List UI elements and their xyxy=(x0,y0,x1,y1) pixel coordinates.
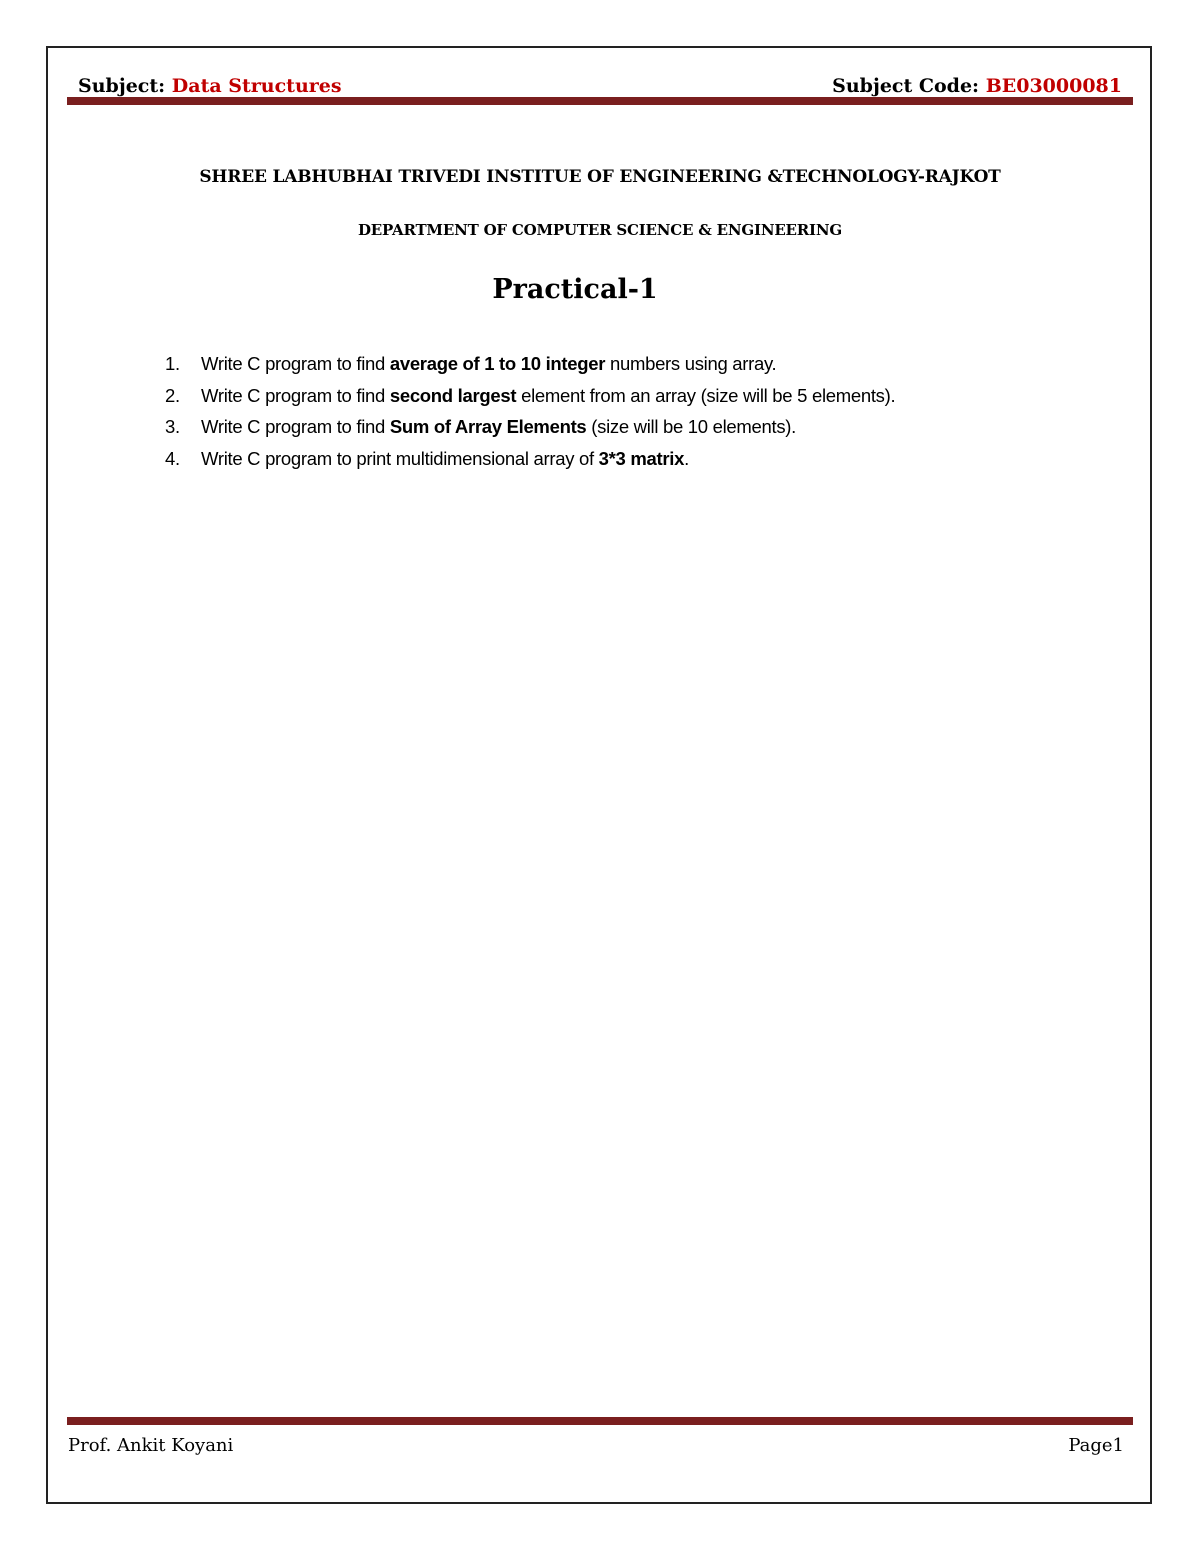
subject-code-value: BE03000081 xyxy=(985,75,1122,97)
subject-value: Data Structures xyxy=(171,75,342,97)
task-text-end: numbers using array. xyxy=(605,353,777,374)
subject-label: Subject: xyxy=(78,75,166,97)
task-number: 2. xyxy=(165,384,180,406)
page-footer xyxy=(68,1432,1132,1460)
page-number: 1 xyxy=(1112,1435,1124,1456)
task-text: Write C program to find xyxy=(201,416,390,437)
task-emphasis: Sum of Array Elements xyxy=(389,416,587,437)
page-indicator xyxy=(1068,1432,1124,1460)
subject-field xyxy=(78,72,342,100)
task-text-end: . xyxy=(684,447,689,469)
page-header xyxy=(68,72,1132,100)
footer-divider xyxy=(67,1417,1133,1425)
task-item xyxy=(165,443,895,475)
institute-name: SHREE LABHUBHAI TRIVEDI INSTITUE OF ENGINEERING &TECHNOLOGY-RAJKOT xyxy=(199,167,1001,187)
subject-code-label: Subject Code: xyxy=(832,75,980,97)
task-emphasis: second largest xyxy=(389,384,517,406)
task-item xyxy=(165,411,895,443)
page-border xyxy=(46,46,1152,1504)
task-number: 3. xyxy=(165,416,180,437)
task-text-end: element from an array (size will be 5 elements). xyxy=(516,384,896,406)
header-divider xyxy=(67,97,1133,105)
task-number: 1. xyxy=(165,353,180,374)
task-emphasis: 3*3 matrix xyxy=(598,447,685,469)
author-name: Prof. Ankit Koyani xyxy=(68,1435,234,1456)
page-label: Page xyxy=(1068,1435,1113,1456)
task-text: Write C program to find xyxy=(201,353,390,374)
task-number: 4. xyxy=(165,447,180,469)
task-list xyxy=(165,348,895,474)
task-item xyxy=(165,380,895,412)
task-text: Write C program to find xyxy=(201,384,390,406)
practical-title: Practical-1 xyxy=(492,274,658,305)
task-text: Write C program to print multidimensional array of xyxy=(201,447,599,469)
task-text-end: (size will be 10 elements). xyxy=(586,416,796,437)
department-name: DEPARTMENT OF COMPUTER SCIENCE & ENGINEERING xyxy=(358,221,842,239)
task-item xyxy=(165,348,895,380)
subject-code-field xyxy=(832,72,1122,100)
task-emphasis: average of 1 to 10 integer xyxy=(389,353,606,374)
